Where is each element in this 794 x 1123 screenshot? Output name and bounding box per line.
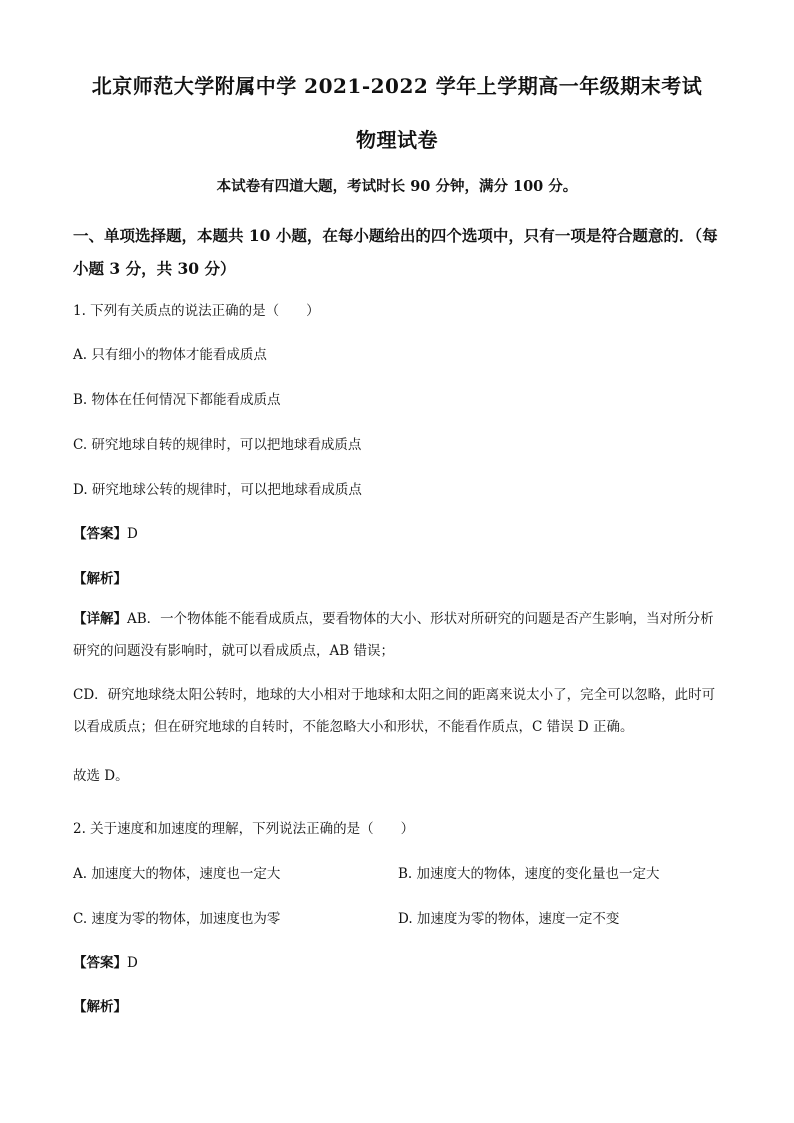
q2-option-b: B. 加速度大的物体，速度的变化量也一定大 bbox=[398, 866, 660, 882]
exam-intro: 本试卷有四道大题，考试时长 90 分钟，满分 100 分。 bbox=[216, 178, 578, 195]
q1-option-b: B. 物体在任何情况下都能看成质点 bbox=[73, 392, 281, 408]
q2-stem: 2. 关于速度和加速度的理解，下列说法正确的是（ ） bbox=[73, 821, 415, 837]
q1-option-d: D. 研究地球公转的规律时，可以把地球看成质点 bbox=[73, 482, 362, 498]
q1-option-c: C. 研究地球自转的规律时，可以把地球看成质点 bbox=[73, 437, 362, 453]
detail-text-1: AB．一个物体能不能看成质点，要看物体的大小、形状对所研究的问题是否产生影响，当对所分析研究的问题没有影响时，就可以看成质点，AB 错误； bbox=[73, 611, 714, 659]
q1-answer bbox=[73, 522, 138, 542]
q1-detail-2: CD．研究地球绕太阳公转时，地球的大小相对于地球和太阳之间的距离来说太小了，完全可以忽略，此时可以看成质点；但在研究地球的自转时，不能忽略大小和形状，不能看作质点，C 错误 D 正确。 bbox=[73, 687, 716, 735]
exam-title: 北京师范大学附属中学 2021-2022 学年上学期高一年级期末考试 bbox=[91, 74, 703, 98]
detail-tag: 【详解】 bbox=[73, 611, 127, 627]
answer-value: D bbox=[127, 526, 138, 542]
q2-option-a: A. 加速度大的物体，速度也一定大 bbox=[73, 866, 281, 882]
q1-conclusion: 故选 D。 bbox=[73, 768, 129, 784]
answer-tag: 【答案】 bbox=[73, 526, 127, 542]
exam-subject: 物理试卷 bbox=[356, 128, 438, 152]
answer-tag: 【答案】 bbox=[73, 955, 127, 971]
q2-option-d: D. 加速度为零的物体，速度一定不变 bbox=[398, 911, 620, 927]
q2-answer bbox=[73, 951, 138, 971]
answer-value: D bbox=[127, 955, 138, 971]
q1-analysis-tag: 【解析】 bbox=[73, 571, 127, 587]
q2-analysis-tag: 【解析】 bbox=[73, 999, 127, 1015]
q1-stem: 1. 下列有关质点的说法正确的是（ ） bbox=[73, 303, 320, 319]
q1-detail-1 bbox=[73, 603, 723, 667]
section-heading: 一、单项选择题，本题共 10 小题，在每小题给出的四个选项中，只有一项是符合题意的．（每小题 3 分，共 30 分） bbox=[73, 226, 718, 278]
q2-option-c: C. 速度为零的物体，加速度也为零 bbox=[73, 911, 281, 927]
q1-option-a: A. 只有细小的物体才能看成质点 bbox=[73, 347, 267, 363]
